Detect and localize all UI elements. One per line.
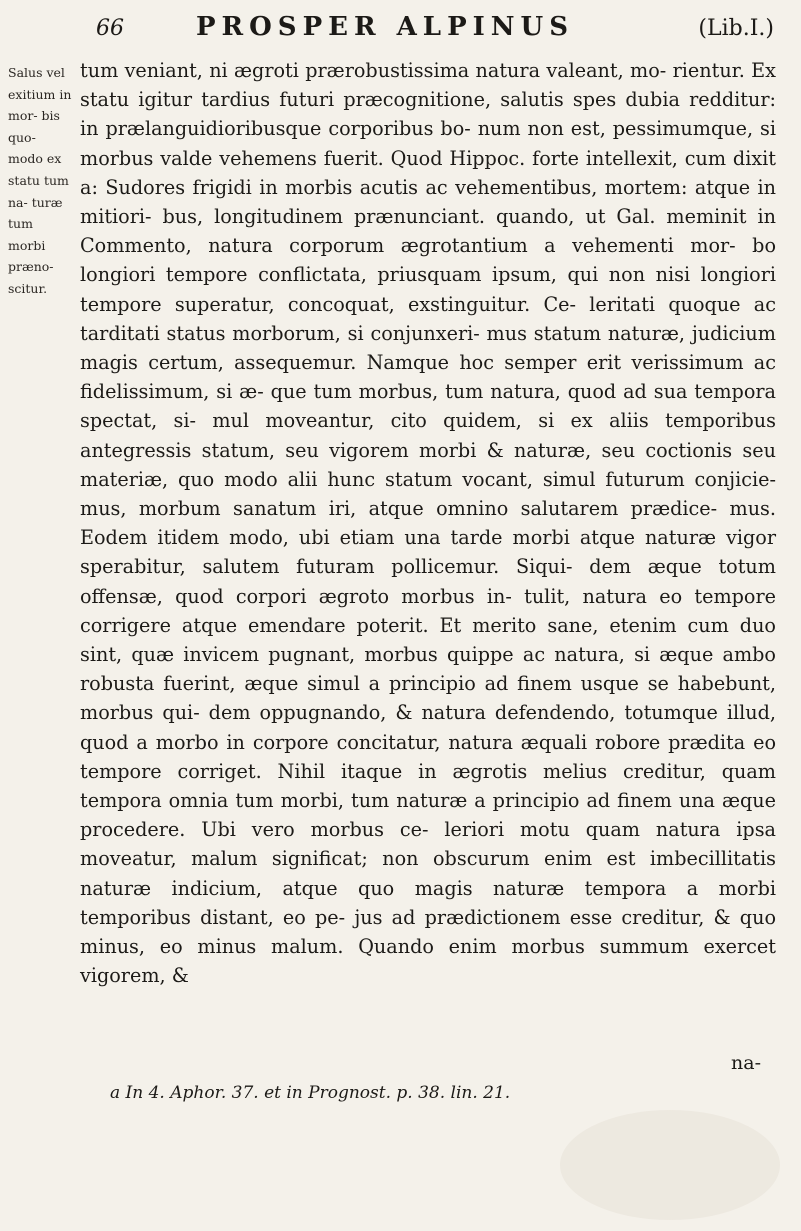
page-number: 66 — [96, 16, 124, 41]
margin-notes — [8, 62, 72, 300]
section-label: (Lib.I.) — [698, 16, 774, 41]
running-title: PROSPER ALPINUS — [196, 12, 574, 42]
page-header — [96, 10, 774, 48]
catchword: na- — [731, 1052, 761, 1074]
paper-stain — [560, 1110, 780, 1220]
main-text — [80, 56, 776, 991]
paragraph: tum veniant, ni ægroti prærobustissima natura valeant, mo- rientur. Ex statu igitur tardius futuri præcognitione, salutis spes dubia redditur: in prælanguidioribusque corporibus bo- num non est, pessimumque, si morbus valde vehemens fuerit. Quod Hippoc. forte intellexit, cum dixit a: Sudores frigidi in morbis acutis ac vehementibus, mortem: atque in mitiori- bus, longitudinem prænunciant. quando, ut Gal. meminit in Commento, natura corporum ægrotantium a vehementi mor- bo longiori tempore conflictata, priusquam ipsum, qui non nisi longiori tempore superatur, concoquat, exstinguitur. Ce- leritati quoque ac tarditati status morborum, si conjunxeri- mus statum naturæ, judicium magis certum, assequemur. Namque hoc semper erit verissimum ac fidelissimum, si æ- que tum morbus, tum natura, quod ad sua tempora spectat, si- mul moveantur, cito quidem, si ex aliis temporibus antegressis statum, seu vigorem morbi & naturæ, seu coctionis seu materiæ, quo modo alii hunc statum vocant, simul futurum conjicie- mus, morbum sanatum iri, atque omnino salutarem prædice- mus. Eodem itidem modo, ubi etiam una tarde morbi atque naturæ vigor sperabitur, salutem futuram pollicemur. Siqui- dem æque totum offensæ, quod corpori ægroto morbus in- tulit, natura eo tempore corrigere atque emendare poterit. Et merito sane, etenim cum duo sint, quæ invicem pugnant, morbus quippe ac natura, si æque ambo robusta fuerint, æque simul a principio ad finem usque se habebunt, morbus qui- dem oppugnando, & natura defendendo, totumque illud, quod a morbo in corpore concitatur, natura æquali robore prædita eo tempore corriget. Nihil itaque in ægrotis melius creditur, quam tempora omnia tum morbi, tum naturæ a principio ad finem una æque procedere. Ubi vero morbus ce- leriori motu quam natura ipsa moveatur, malum significat; non obscurum enim est imbecillitatis naturæ indicium, atque quo magis naturæ tempora a morbi temporibus distant, eo pe- jus ad prædictionem esse creditur, & quo minus, eo minus malum. Quando enim morbus summum exercet vigorem, & — [80, 59, 776, 988]
margin-note: Salus vel exitium in mor- bis quo- modo ex statu tum na- turæ tum morbi præno- scitur. — [8, 65, 72, 296]
footnote: a In 4. Aphor. 37. et in Prognost. p. 38. lin. 21. — [110, 1083, 511, 1103]
